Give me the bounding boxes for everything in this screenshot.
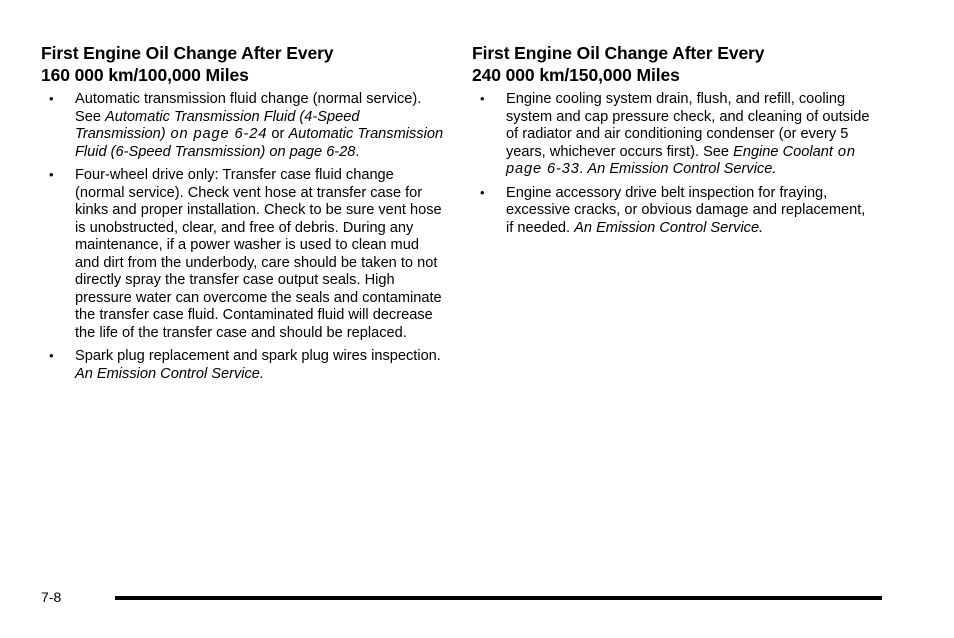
list-item-drive-belt: • Engine accessory drive belt inspection for fraying, excessive cracks, or obvious damage and replacement, if needed. An Emission Control Service. — [480, 184, 866, 236]
list-item-transfer-case: • Four-wheel drive only: Transfer case fluid change (normal service). Check vent hose at transfer case for kinks and proper installation. Check to be sure vent hose is unobstructed, clear, and free of debris. During any maintenance, if a power washer is used to clean mud and dirt from the underbody, care should be taken to not directly spray the transfer case output seals. High pressure water can overcome the seals and contaminate the transfer case fluid. Contaminated fluid will decrease the life of the transfer case and should be replaced. — [49, 167, 442, 341]
list-item-cooling-system: • Engine cooling system drain, flush, and refill, cooling system and cap pressure check, and cleaning of outside of radiator and air conditioning condenser (or every 5 years, whichever occurs first). See Engine Coolant on page 6-33. An Emission Control Service. — [480, 91, 870, 177]
heading-line-2: 160 000 km/100,000 Miles — [41, 65, 249, 85]
crossref-4-speed[interactable]: Automatic Transmission Fluid (4-Speed Transmission) — [75, 108, 360, 142]
left-column — [41, 42, 446, 389]
bullet-icon: • — [49, 348, 54, 363]
list-item-transmission-fluid: • Automatic transmission fluid change (normal service). See Automatic Transmission Fluid (4-Speed Transmission) on page 6-24 or Automatic Transmission Fluid (6-Speed Transmission) on page 6-28. — [49, 91, 444, 160]
bullet-icon: • — [49, 167, 54, 182]
bullet-icon: • — [480, 91, 485, 106]
heading-line-2: 240 000 km/150,000 Miles — [472, 65, 680, 85]
emission-note: An Emission Control Service. — [75, 365, 264, 382]
maintenance-list-240000 — [472, 91, 872, 237]
page-ref-6-33[interactable]: on page 6-33 — [506, 143, 856, 177]
page-ref-6-24[interactable]: on page 6-24 — [165, 126, 268, 142]
right-column — [472, 42, 872, 243]
page-ref-6-28[interactable]: on page 6-28 — [265, 143, 356, 160]
crossref-6-speed[interactable]: Automatic Transmission Fluid (6-Speed Transmission) — [75, 126, 444, 160]
bullet-icon: • — [480, 184, 485, 200]
heading-line-1: First Engine Oil Change After Every — [41, 43, 334, 63]
heading-line-1: First Engine Oil Change After Every — [472, 43, 765, 63]
section-heading-160000 — [41, 42, 446, 86]
list-item-spark-plug: • Spark plug replacement and spark plug wires inspection. An Emission Control Service. — [49, 348, 441, 382]
maintenance-list-160000 — [41, 91, 446, 383]
section-heading-240000 — [472, 42, 872, 86]
crossref-engine-coolant[interactable]: Engine Coolant — [733, 143, 833, 160]
bullet-icon: • — [49, 91, 54, 106]
emission-note: An Emission Control Service. — [587, 161, 777, 177]
emission-note: An Emission Control Service. — [574, 219, 764, 236]
footer-rule — [115, 596, 882, 600]
page-number: 7-8 — [41, 589, 62, 605]
